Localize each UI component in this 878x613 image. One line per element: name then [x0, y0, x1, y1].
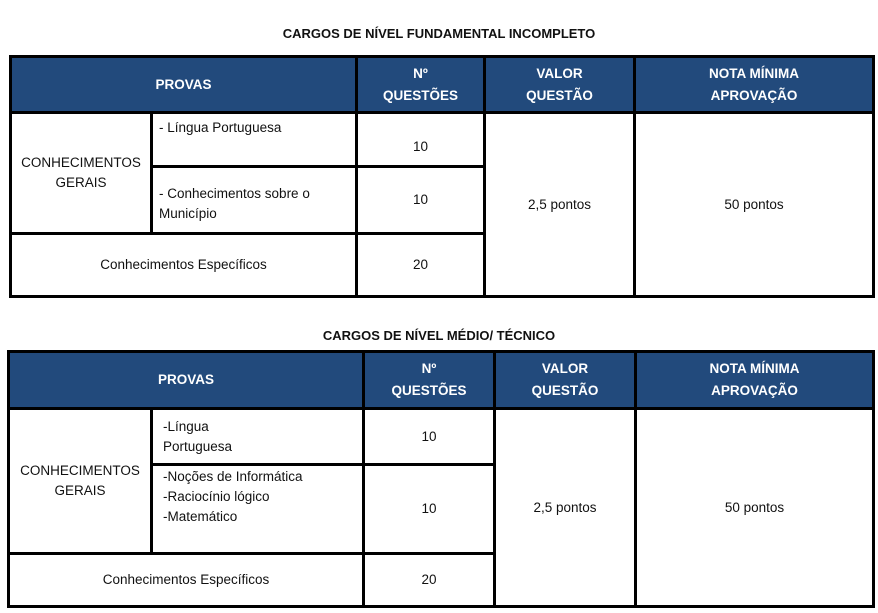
subject-cell: - Conhecimentos sobre o Município	[152, 167, 357, 234]
subject-cell: -Noções de Informática -Raciocínio lógico -Matemático	[152, 465, 364, 554]
nota-minima: 50 pontos	[636, 409, 874, 607]
subject-cell: -Língua Portuguesa	[152, 409, 364, 465]
valor-questao: 2,5 pontos	[485, 113, 635, 297]
questions-count: 10	[364, 409, 495, 465]
questions-count: 20	[364, 554, 495, 607]
subject-especificos: Conhecimentos Específicos	[11, 234, 357, 297]
scores-table-fundamental	[9, 55, 875, 298]
scores-table-medio	[7, 350, 875, 608]
group-conhecimentos-gerais: CONHECIMENTOS GERAIS	[11, 113, 152, 234]
questions-count: 10	[357, 167, 485, 234]
header-valor: VALOR QUESTÃO	[495, 352, 636, 409]
group-conhecimentos-gerais: CONHECIMENTOS GERAIS	[9, 409, 152, 554]
header-provas: PROVAS	[11, 57, 357, 113]
header-provas: PROVAS	[9, 352, 364, 409]
valor-questao: 2,5 pontos	[495, 409, 636, 607]
questions-count: 10	[357, 113, 485, 167]
header-nota: NOTA MÍNIMA APROVAÇÃO	[635, 57, 874, 113]
nota-minima: 50 pontos	[635, 113, 874, 297]
header-questoes: Nº QUESTÕES	[357, 57, 485, 113]
header-nota: NOTA MÍNIMA APROVAÇÃO	[636, 352, 874, 409]
header-questoes: Nº QUESTÕES	[364, 352, 495, 409]
header-valor: VALOR QUESTÃO	[485, 57, 635, 113]
table-title: CARGOS DE NÍVEL FUNDAMENTAL INCOMPLETO	[282, 26, 596, 41]
subject-cell: - Língua Portuguesa	[152, 113, 357, 167]
questions-count: 20	[357, 234, 485, 297]
table-title: CARGOS DE NÍVEL MÉDIO/ TÉCNICO	[322, 328, 556, 343]
subject-especificos: Conhecimentos Específicos	[9, 554, 364, 607]
questions-count: 10	[364, 465, 495, 554]
